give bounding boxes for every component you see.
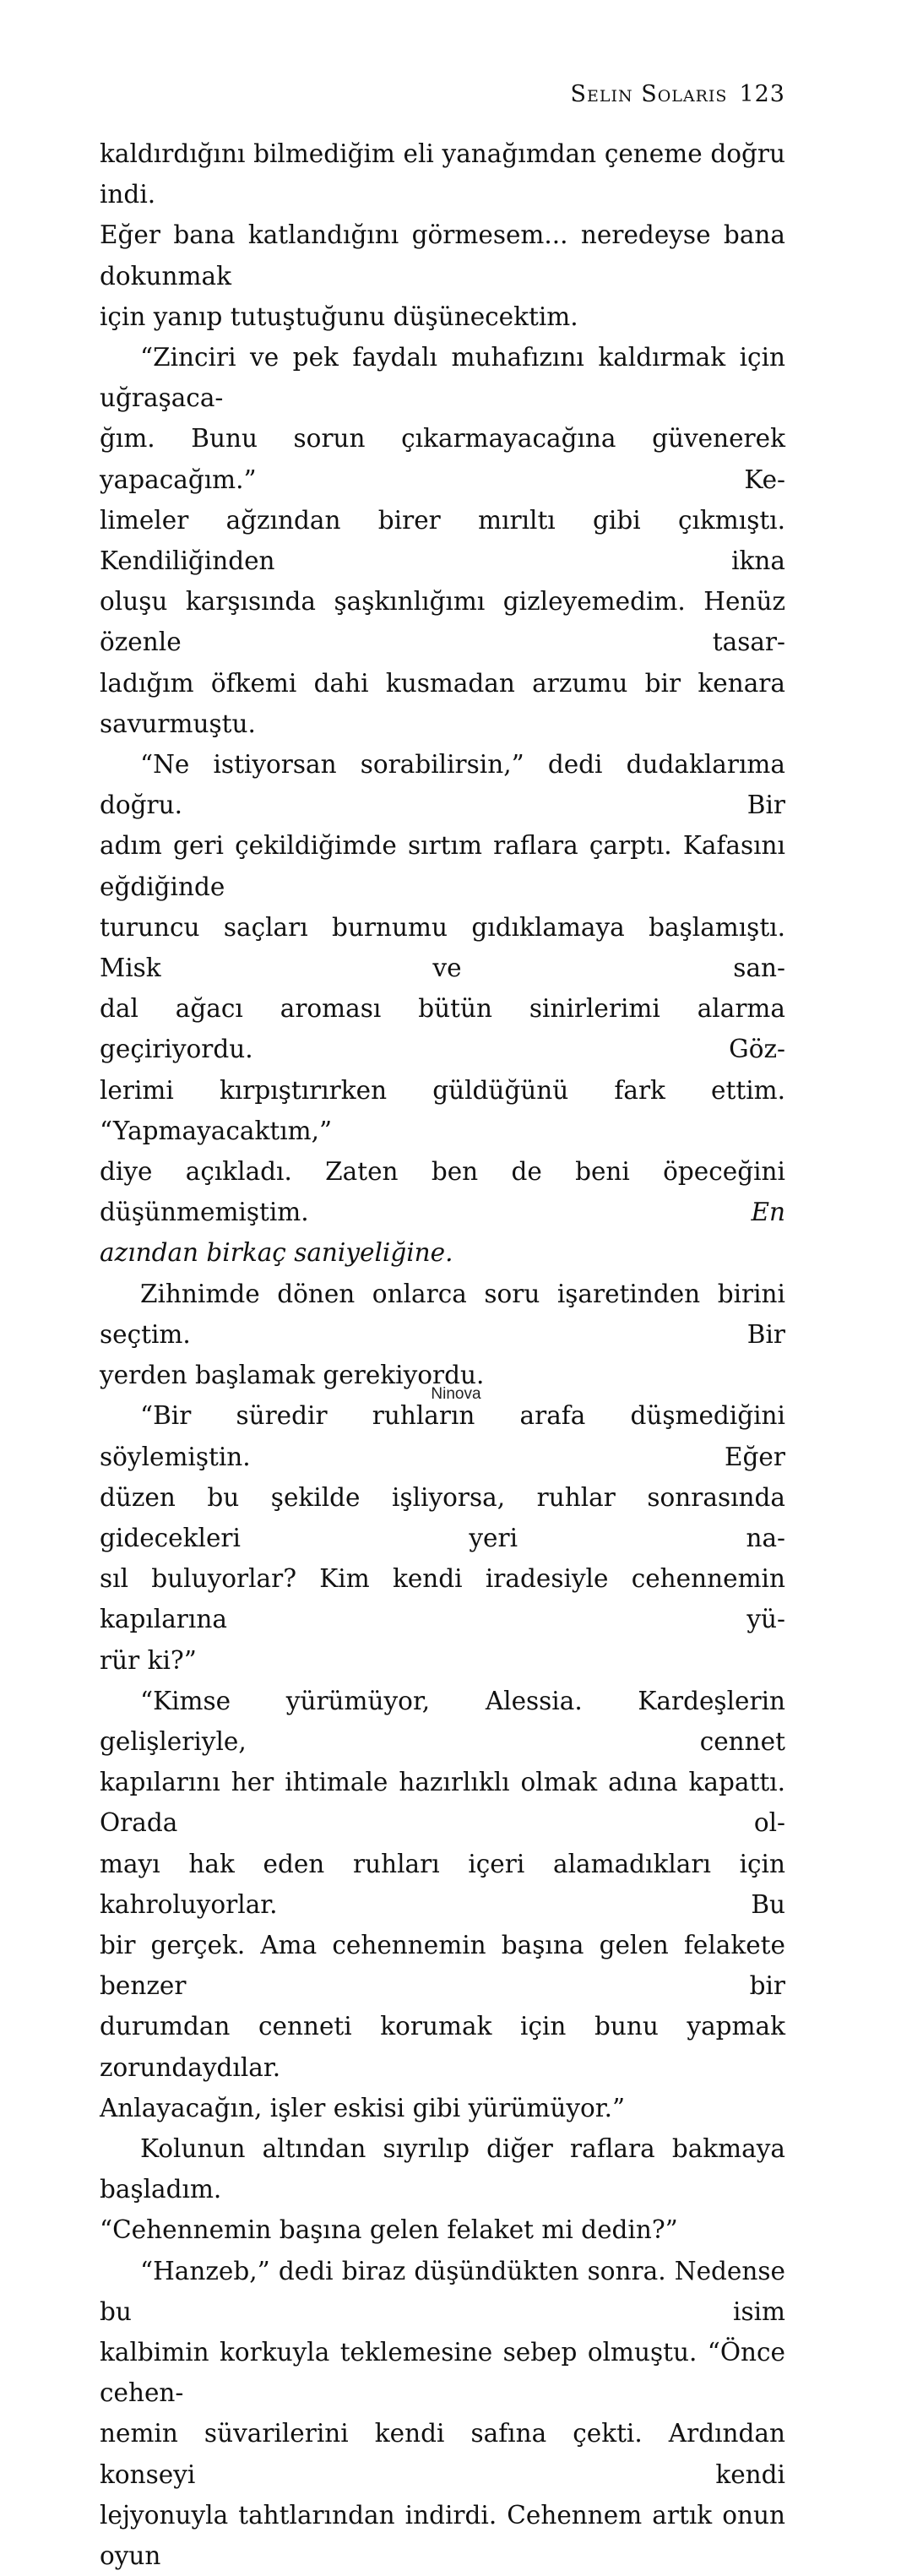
text-line: “Bir süredir ruhların arafa düşmediğini söylemiştin. Eğer [100,1401,785,1471]
text-line: durumdan cenneti korumak için bunu yapmak zorundaydılar. [100,2012,785,2082]
running-head [100,81,785,107]
page-number: 123 [739,81,785,107]
text-span: diye açıkladı. Zaten ben de beni öpeceğini düşünmemiştim. [100,1157,785,1227]
text-line: ğım. Bunu sorun çıkarmayacağına güvenerek yapacağım.” Ke- [100,424,785,494]
publisher-footer: Ninova [431,1385,481,1403]
text-line: mayı hak eden ruhları içeri alamadıkları için kahroluyorlar. Bu [100,1849,785,1919]
text-line: bir gerçek. Ama cehennemin başına gelen felakete benzer bir [100,1930,785,2001]
text-line: turuncu saçları burnumu gıdıklamaya başlamıştı. Misk ve san- [100,912,785,983]
text-line: oluşu karşısında şaşkınlığımı gizleyemedim. Henüz özenle tasar- [100,587,785,657]
italic-span: azından birkaç saniyeliğine. [100,1238,453,1268]
text-line: sıl buluyorlar? Kim kendi iradesiyle cehennemin kapılarına yü- [100,1564,785,1634]
text-line: kaldırdığını bilmediğim eli yanağımdan çeneme doğru indi. [100,139,785,209]
text-line: düzen bu şekilde işliyorsa, ruhlar sonrasında gidecekleri yeri na- [100,1482,785,1552]
text-line: “Kimse yürümüyor, Alessia. Kardeşlerin gelişleriyle, cennet [100,1686,785,1756]
text-line: limeler ağzından birer mırıltı gibi çıkmıştı. Kendiliğinden ikna [100,505,785,576]
text-line: “Hanzeb,” dedi biraz düşündükten sonra. Nedense bu isim [100,2256,785,2326]
running-head-author: Selin Solaris [570,81,728,107]
text-line: nemin süvarilerini kendi safına çekti. Ardından konseyi kendi [100,2419,785,2489]
text-line: adım geri çekildiğimde sırtım raflara çarptı. Kafasını eğdiğinde [100,831,785,901]
text-line-with-italic [100,1151,785,1232]
text-line: “Ne istiyorsan sorabilirsin,” dedi dudaklarıma doğru. Bir [100,750,785,820]
text-line: “Zinciri ve pek faydalı muhafızını kaldırmak için uğraşaca- [100,343,785,413]
text-line: Eğer bana katlandığını görmesem... neredeyse bana dokunmak [100,220,785,291]
italic-line [100,1232,785,1273]
text-line: Anlayacağın, işler eskisi gibi yürümüyor.” [100,2093,626,2122]
text-line: kalbimin korkuyla teklemesine sebep olmuştu. “Önce cehen- [100,2337,785,2408]
text-line: “Cehennemin başına gelen felaket mi dedin?” [100,2215,678,2245]
text-line: Kolunun altından sıyrılıp diğer raflara bakmaya başladım. [100,2133,785,2204]
text-line: lerimi kırpıştırırken güldüğünü fark ettim. “Yapmayacaktım,” [100,1075,785,1145]
text-line: rür ki?” [100,1645,197,1675]
italic-span: En [751,1198,785,1227]
text-line: dal ağacı aroması bütün sinirlerimi alarma geçiriyordu. Göz- [100,994,785,1064]
text-line: lejyonuyla tahtlarından indirdi. Cehennem artık onun oyun [100,2500,785,2570]
text-line: yerden başlamak gerekiyordu. [100,1361,485,1390]
text-line: Zihnimde dönen onlarca soru işaretinden birini seçtim. Bir [100,1279,785,1349]
text-line: için yanıp tutuştuğunu düşünecektim. [100,302,578,331]
body-text [100,133,785,2576]
text-line: kapılarını her ihtimale hazırlıklı olmak adına kapattı. Orada ol- [100,1768,785,1838]
text-line: ladığım öfkemi dahi kusmadan arzumu bir kenara savurmuştu. [100,668,785,738]
